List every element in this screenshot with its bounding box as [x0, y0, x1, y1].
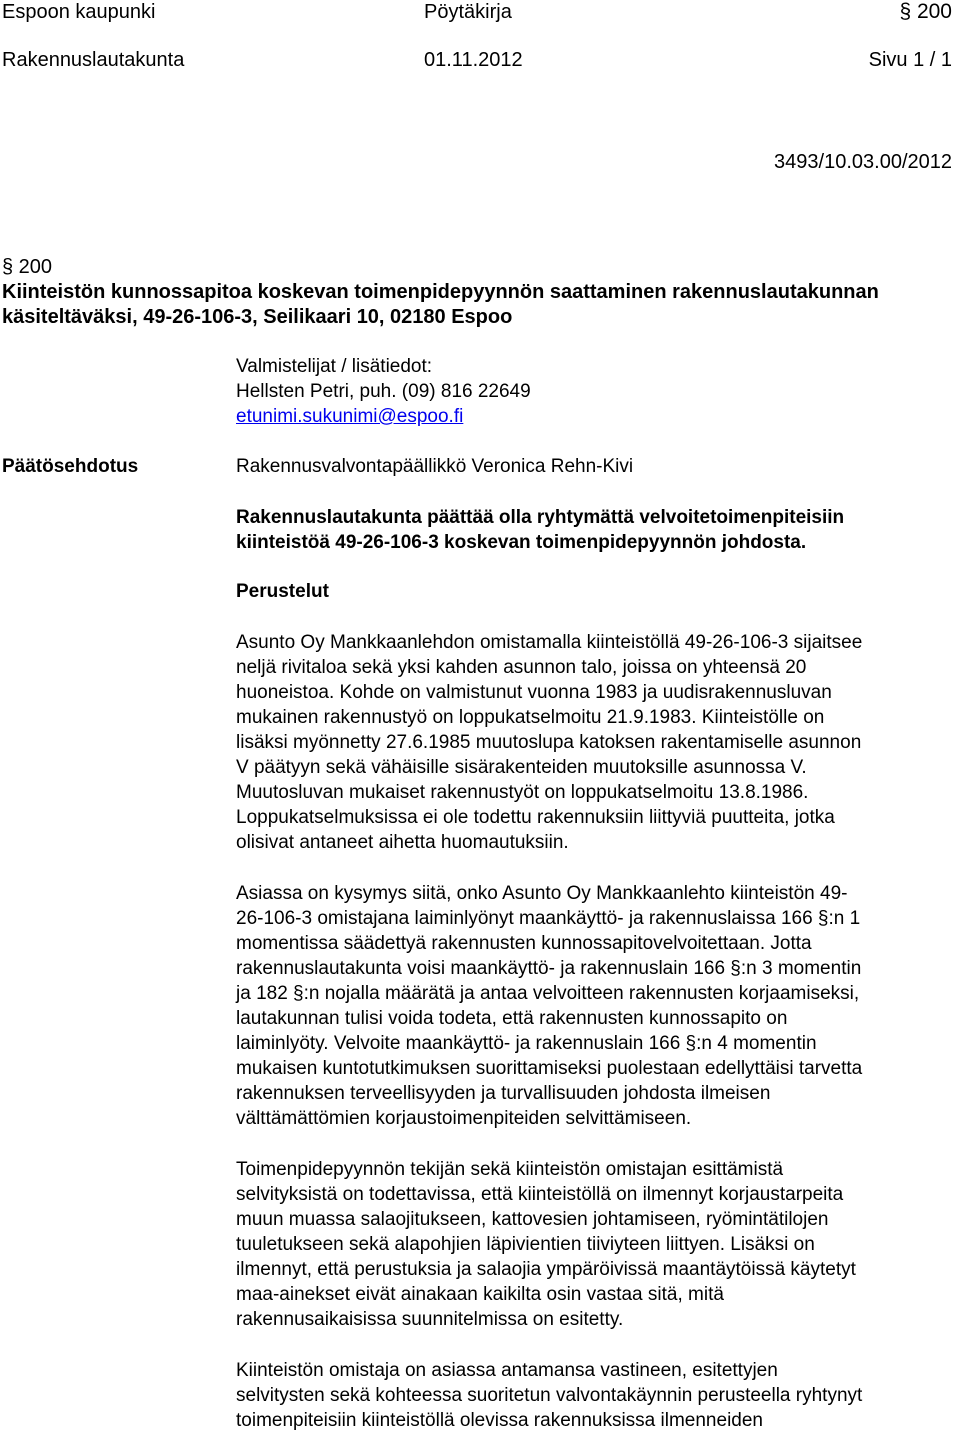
text-line: tuuletukseen sekä alapohjien läpivientien tiiviyteen liittyen. Lisäksi on	[236, 1234, 815, 1255]
doc-type: Pöytäkirja	[424, 1, 512, 23]
text-line: momentissa säädettyä rakennusten kunnossapitovelvoitettaan. Jotta	[236, 933, 812, 954]
decision-line: Rakennuslautakunta päättää olla ryhtymättä velvoitetoimenpiteisiin	[236, 507, 845, 528]
section-title-line-2: käsiteltäväksi, 49-26-106-3, Seilikaari 10, 02180 Espoo	[2, 306, 513, 328]
text-line: mukainen rakennustyö on loppukatselmoitu 21.9.1983. Kiinteistölle on	[236, 707, 825, 728]
text-line: lautakunnan tulisi voida todeta, että rakennusten kunnossapito on	[236, 1008, 788, 1029]
rationale-paragraph-1	[236, 630, 956, 855]
header-section-number: § 200	[899, 0, 952, 23]
text-line: maa-ainekset eivät ainakaan kaikilta osin vastaa sitä, mitä	[236, 1284, 724, 1305]
proposal-label: Päätösehdotus	[2, 456, 139, 477]
text-line: selvitysten sekä kohteessa suoritetun valvontakäynnin perusteella ryhtynyt	[236, 1385, 863, 1406]
text-line: ja 182 §:n nojalla määrätä ja antaa velvoitteen rakennusten korjaamiseksi,	[236, 983, 860, 1004]
text-line: selvityksistä on todettavissa, että kiinteistöllä on ilmennyt korjaustarpeita	[236, 1184, 844, 1205]
text-line: Asiassa on kysymys siitä, onko Asunto Oy Mankkaanlehto kiinteistön 49-	[236, 883, 848, 904]
meeting-date: 01.11.2012	[424, 49, 523, 71]
text-line: ilmennyt, että perustuksia ja salaojia ympäröivissä maantäytöissä käytetyt	[236, 1259, 856, 1280]
text-line: toimenpiteisiin kiinteistöllä olevissa rakennuksissa ilmenneiden	[236, 1410, 763, 1431]
text-line: 26-106-3 omistajana laiminlyönyt maankäyttö- ja rakennuslaissa 166 §:n 1	[236, 908, 861, 929]
text-line: olisivat antaneet aihetta huomautuksiin.	[236, 832, 569, 853]
decision-line: kiinteistöä 49-26-106-3 koskevan toimenpidepyynnön johdosta.	[236, 532, 807, 553]
org-name: Espoon kaupunki	[2, 1, 156, 23]
rationale-paragraph-3	[236, 1157, 956, 1332]
text-line: rakennuslautakunta voisi maankäyttö- ja rakennuslain 166 §:n 3 momentin	[236, 958, 862, 979]
text-line: Asunto Oy Mankkaanlehdon omistamalla kiinteistöllä 49-26-106-3 sijaitsee	[236, 632, 863, 653]
text-line: muun muassa salaojitukseen, kattovesien johtamiseen, ryömintätilojen	[236, 1209, 829, 1230]
text-line: laiminlyöty. Velvoite maankäyttö- ja rakennuslain 166 §:n 4 momentin	[236, 1033, 817, 1054]
section-title-line-1: Kiinteistön kunnossapitoa koskevan toimenpidepyynnön saattaminen rakennuslautakunnan	[2, 281, 879, 303]
section-number: § 200	[2, 256, 53, 278]
text-line: rakennuksen terveellisyyden ja turvallisuuden johdosta ilmeisen	[236, 1083, 771, 1104]
text-line: mukaisen kuntotutkimuksen suorittamiseksi puolestaan edellyttäisi tarvetta	[236, 1058, 863, 1079]
decision-text	[236, 505, 956, 555]
text-line: rakennusaikaisissa suunnitelmissa on esitetty.	[236, 1309, 624, 1330]
rationale-heading: Perustelut	[236, 581, 329, 602]
text-line: neljä rivitaloa sekä yksi kahden asunnon talo, joissa on yhteensä 20	[236, 657, 807, 678]
text-line: välttämättömien korjaustoimenpiteiden selvittämiseen.	[236, 1108, 692, 1129]
contact-name-phone: Hellsten Petri, puh. (09) 816 22649	[236, 381, 531, 402]
document-id: 3493/10.03.00/2012	[774, 151, 952, 173]
text-line: Muutosluvan mukaiset rakennustyöt on loppukatselmoitu 13.8.1986.	[236, 782, 809, 803]
text-line: Loppukatselmuksissa ei ole todettu rakennuksiin liittyviä puutteita, jotka	[236, 807, 835, 828]
text-line: Toimenpidepyynnön tekijän sekä kiinteistön omistajan esittämistä	[236, 1159, 784, 1180]
text-line: huoneistoa. Kohde on valmistunut vuonna 1983 ja uudisrakennusluvan	[236, 682, 832, 703]
rationale-paragraph-2	[236, 881, 956, 1131]
board-name: Rakennuslautakunta	[2, 49, 185, 71]
text-line: V päätyyn sekä vähäisille sisärakenteiden muutoksille asunnossa V.	[236, 757, 807, 778]
text-line: Kiinteistön omistaja on asiassa antamansa vastineen, esitettyjen	[236, 1360, 778, 1381]
contact-email-link[interactable]: etunimi.sukunimi@espoo.fi	[236, 406, 464, 427]
contact-label: Valmistelijat / lisätiedot:	[236, 356, 433, 377]
rationale-paragraph-4	[236, 1358, 956, 1433]
proposer: Rakennusvalvontapäällikkö Veronica Rehn-Kivi	[236, 456, 634, 477]
text-line: lisäksi myönnetty 27.6.1985 muutoslupa katoksen rakentamiselle asunnon	[236, 732, 862, 753]
page-number: Sivu 1 / 1	[868, 49, 952, 71]
